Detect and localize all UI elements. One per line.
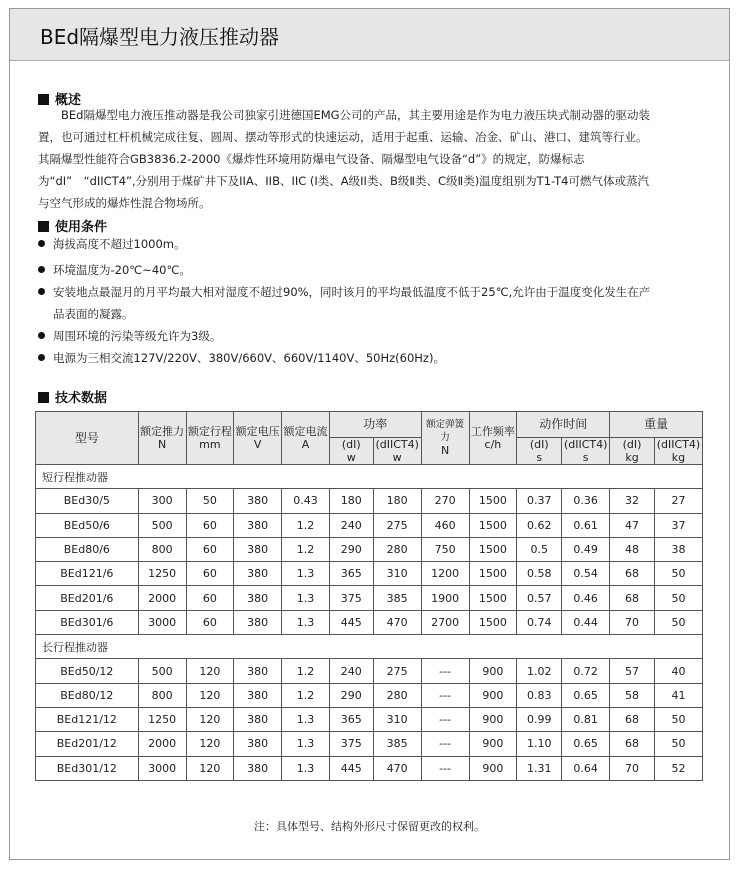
header-power: 功率: [329, 412, 421, 438]
table-row: [36, 707, 703, 731]
header-freq: 工作频率 c/h: [469, 412, 517, 465]
header-current: 额定电流 A: [282, 412, 330, 465]
value-cell: 900: [469, 756, 517, 780]
value-cell: 60: [186, 610, 234, 634]
value-cell: 0.46: [562, 586, 610, 610]
value-cell: ---: [421, 683, 469, 707]
model-cell: BEd201/6: [36, 586, 139, 610]
header-thrust: 额定推力 N: [138, 412, 186, 465]
bullet-icon: [38, 288, 45, 295]
table-row: [36, 659, 703, 683]
value-cell: 470: [373, 610, 421, 634]
value-cell: 0.99: [517, 707, 562, 731]
condition-item: [38, 233, 658, 255]
value-cell: 60: [186, 537, 234, 561]
value-cell: 70: [610, 756, 655, 780]
value-cell: 1.2: [282, 537, 330, 561]
value-cell: 385: [373, 586, 421, 610]
value-cell: 0.65: [562, 732, 610, 756]
value-cell: 380: [234, 610, 282, 634]
value-cell: ---: [421, 659, 469, 683]
value-cell: 800: [138, 683, 186, 707]
value-cell: 275: [373, 659, 421, 683]
value-cell: 1500: [469, 610, 517, 634]
value-cell: 470: [373, 756, 421, 780]
value-cell: 3000: [138, 756, 186, 780]
value-cell: 50: [654, 707, 702, 731]
value-cell: 1.3: [282, 732, 330, 756]
value-cell: 68: [610, 562, 655, 586]
value-cell: 120: [186, 683, 234, 707]
condition-item: [38, 347, 658, 369]
value-cell: 900: [469, 659, 517, 683]
model-cell: BEd50/6: [36, 513, 139, 537]
value-cell: 0.74: [517, 610, 562, 634]
value-cell: 445: [329, 610, 373, 634]
bullet-icon: [38, 332, 45, 339]
header-p-d2: (dIICT4) w: [373, 438, 421, 465]
model-cell: BEd80/12: [36, 683, 139, 707]
value-cell: 2000: [138, 586, 186, 610]
header-w-dl: (dI) kg: [610, 438, 655, 465]
value-cell: 60: [186, 513, 234, 537]
value-cell: 180: [373, 489, 421, 513]
value-cell: 1500: [469, 537, 517, 561]
value-cell: 280: [373, 683, 421, 707]
value-cell: 900: [469, 683, 517, 707]
condition-item: [38, 281, 658, 325]
group-label: 长行程推动器: [36, 635, 703, 659]
value-cell: 50: [654, 610, 702, 634]
value-cell: 0.83: [517, 683, 562, 707]
value-cell: 280: [373, 537, 421, 561]
value-cell: 0.37: [517, 489, 562, 513]
value-cell: 800: [138, 537, 186, 561]
value-cell: 1.2: [282, 513, 330, 537]
value-cell: 900: [469, 707, 517, 731]
value-cell: 380: [234, 586, 282, 610]
value-cell: 1.2: [282, 659, 330, 683]
model-cell: BEd30/5: [36, 489, 139, 513]
model-cell: BEd301/6: [36, 610, 139, 634]
condition-text: 安装地点最湿月的月平均最大相对湿度不超过90%，同时该月的平均最低温度不低于25℃,允许由于温度变化发生在产品表面的凝露。: [53, 285, 651, 321]
page-title: BEd隔爆型电力液压推动器: [40, 25, 280, 49]
header-w-d2: (dIICT4) kg: [654, 438, 702, 465]
header-t-d2: (dIICT4) s: [562, 438, 610, 465]
value-cell: 2000: [138, 732, 186, 756]
value-cell: 1.31: [517, 756, 562, 780]
value-cell: 27: [654, 489, 702, 513]
value-cell: 120: [186, 732, 234, 756]
group-row: [36, 465, 703, 489]
value-cell: 40: [654, 659, 702, 683]
value-cell: 1500: [469, 586, 517, 610]
value-cell: 50: [654, 562, 702, 586]
value-cell: 68: [610, 586, 655, 610]
condition-text: 海拔高度不超过1000m。: [53, 237, 186, 251]
value-cell: 1250: [138, 562, 186, 586]
table-row: [36, 513, 703, 537]
value-cell: 32: [610, 489, 655, 513]
header-weight: 重量: [610, 412, 703, 438]
value-cell: 0.61: [562, 513, 610, 537]
value-cell: 380: [234, 683, 282, 707]
value-cell: 0.36: [562, 489, 610, 513]
title-bar: [10, 9, 729, 61]
value-cell: 60: [186, 562, 234, 586]
value-cell: 57: [610, 659, 655, 683]
model-cell: BEd121/6: [36, 562, 139, 586]
model-cell: BEd201/12: [36, 732, 139, 756]
condition-item: [38, 259, 658, 281]
value-cell: ---: [421, 732, 469, 756]
value-cell: 0.72: [562, 659, 610, 683]
value-cell: 48: [610, 537, 655, 561]
value-cell: 0.81: [562, 707, 610, 731]
value-cell: 300: [138, 489, 186, 513]
model-cell: BEd301/12: [36, 756, 139, 780]
value-cell: 0.43: [282, 489, 330, 513]
value-cell: 240: [329, 513, 373, 537]
value-cell: 1200: [421, 562, 469, 586]
bullet-icon: [38, 240, 45, 247]
condition-item: [38, 325, 658, 347]
header-model: 型号: [36, 412, 139, 465]
value-cell: 1.3: [282, 586, 330, 610]
table-row: [36, 489, 703, 513]
group-row: [36, 635, 703, 659]
value-cell: 290: [329, 683, 373, 707]
value-cell: ---: [421, 756, 469, 780]
tech-data-table: [35, 411, 703, 781]
value-cell: 380: [234, 537, 282, 561]
value-cell: 38: [654, 537, 702, 561]
value-cell: 47: [610, 513, 655, 537]
value-cell: 290: [329, 537, 373, 561]
value-cell: 3000: [138, 610, 186, 634]
value-cell: 365: [329, 707, 373, 731]
section-heading-overview: 概述: [38, 89, 81, 108]
bullet-icon: [38, 266, 45, 273]
model-cell: BEd121/12: [36, 707, 139, 731]
value-cell: 380: [234, 513, 282, 537]
condition-text: 周围环境的污染等级允许为3级。: [53, 329, 222, 343]
value-cell: 50: [186, 489, 234, 513]
value-cell: 1.02: [517, 659, 562, 683]
value-cell: 375: [329, 732, 373, 756]
value-cell: 1.3: [282, 562, 330, 586]
value-cell: 50: [654, 586, 702, 610]
model-cell: BEd80/6: [36, 537, 139, 561]
header-t-dl: (dI) s: [517, 438, 562, 465]
table-row: [36, 610, 703, 634]
value-cell: 120: [186, 756, 234, 780]
header-spring: 额定弹簧力 N: [421, 412, 469, 465]
value-cell: 58: [610, 683, 655, 707]
value-cell: 0.49: [562, 537, 610, 561]
value-cell: 0.64: [562, 756, 610, 780]
value-cell: 1250: [138, 707, 186, 731]
value-cell: 2700: [421, 610, 469, 634]
footnote: 注：具体型号、结构外形尺寸保留更改的权利。: [254, 820, 485, 833]
value-cell: 365: [329, 562, 373, 586]
value-cell: 1500: [469, 513, 517, 537]
value-cell: 37: [654, 513, 702, 537]
bullet-icon: [38, 354, 45, 361]
value-cell: 0.57: [517, 586, 562, 610]
value-cell: 380: [234, 732, 282, 756]
value-cell: 750: [421, 537, 469, 561]
value-cell: 52: [654, 756, 702, 780]
value-cell: 68: [610, 732, 655, 756]
header-time: 动作时间: [517, 412, 610, 438]
table-row: [36, 562, 703, 586]
value-cell: 310: [373, 562, 421, 586]
value-cell: 0.58: [517, 562, 562, 586]
condition-text: 环境温度为-20℃~40℃。: [53, 263, 191, 277]
value-cell: 0.54: [562, 562, 610, 586]
header-stroke: 额定行程 mm: [186, 412, 234, 465]
value-cell: 60: [186, 586, 234, 610]
value-cell: 1.3: [282, 707, 330, 731]
table-row: [36, 683, 703, 707]
value-cell: 380: [234, 659, 282, 683]
value-cell: 270: [421, 489, 469, 513]
value-cell: 0.62: [517, 513, 562, 537]
header-voltage: 额定电压 V: [234, 412, 282, 465]
table-row: [36, 732, 703, 756]
overview-text: BEd隔爆型电力液压推动器是我公司独家引进德国EMG公司的产品，其主要用途是作为电力液压块式制动器的驱动装置，也可通过杠杆机械完成往复、圆周、摆动等形式的快速运动，适用于起重、运输、冶金、矿山、港口、建筑等行业。其隔爆型性能符合GB3836.2-2000《爆炸性环境用防爆电气设备、隔爆型电气设备“d”》的规定，防爆标志为“dI” “dIICT4”,分别用于煤矿井下及IIA、IIB、IIC (Ⅰ类、A级II类、B级Ⅱ类、C级Ⅱ类)温度组别为T1-T4可燃气体或蒸汽与空气形成的爆炸性混合物场所。: [38, 108, 651, 210]
value-cell: 70: [610, 610, 655, 634]
value-cell: 445: [329, 756, 373, 780]
value-cell: 120: [186, 659, 234, 683]
value-cell: 120: [186, 707, 234, 731]
table-row: [36, 756, 703, 780]
header-p-dl: (dI) w: [329, 438, 373, 465]
value-cell: 375: [329, 586, 373, 610]
value-cell: 0.65: [562, 683, 610, 707]
value-cell: 41: [654, 683, 702, 707]
value-cell: 460: [421, 513, 469, 537]
value-cell: 385: [373, 732, 421, 756]
value-cell: 380: [234, 707, 282, 731]
value-cell: 180: [329, 489, 373, 513]
value-cell: 50: [654, 732, 702, 756]
condition-text: 电源为三相交流127V/220V、380V/660V、660V/1140V、50Hz(60Hz)。: [53, 351, 445, 365]
value-cell: 1.10: [517, 732, 562, 756]
value-cell: ---: [421, 707, 469, 731]
value-cell: 1500: [469, 562, 517, 586]
value-cell: 68: [610, 707, 655, 731]
section-heading-conditions: 使用条件: [38, 216, 107, 235]
value-cell: 0.44: [562, 610, 610, 634]
value-cell: 0.5: [517, 537, 562, 561]
value-cell: 1.2: [282, 683, 330, 707]
value-cell: 380: [234, 489, 282, 513]
table-row: [36, 586, 703, 610]
value-cell: 275: [373, 513, 421, 537]
model-cell: BEd50/12: [36, 659, 139, 683]
value-cell: 1500: [469, 489, 517, 513]
section-heading-tech: 技术数据: [38, 387, 107, 406]
value-cell: 1.3: [282, 756, 330, 780]
value-cell: 380: [234, 562, 282, 586]
value-cell: 500: [138, 513, 186, 537]
value-cell: 1900: [421, 586, 469, 610]
table-row: [36, 537, 703, 561]
value-cell: 1.3: [282, 610, 330, 634]
value-cell: 500: [138, 659, 186, 683]
value-cell: 900: [469, 732, 517, 756]
value-cell: 380: [234, 756, 282, 780]
value-cell: 240: [329, 659, 373, 683]
value-cell: 310: [373, 707, 421, 731]
group-label: 短行程推动器: [36, 465, 703, 489]
